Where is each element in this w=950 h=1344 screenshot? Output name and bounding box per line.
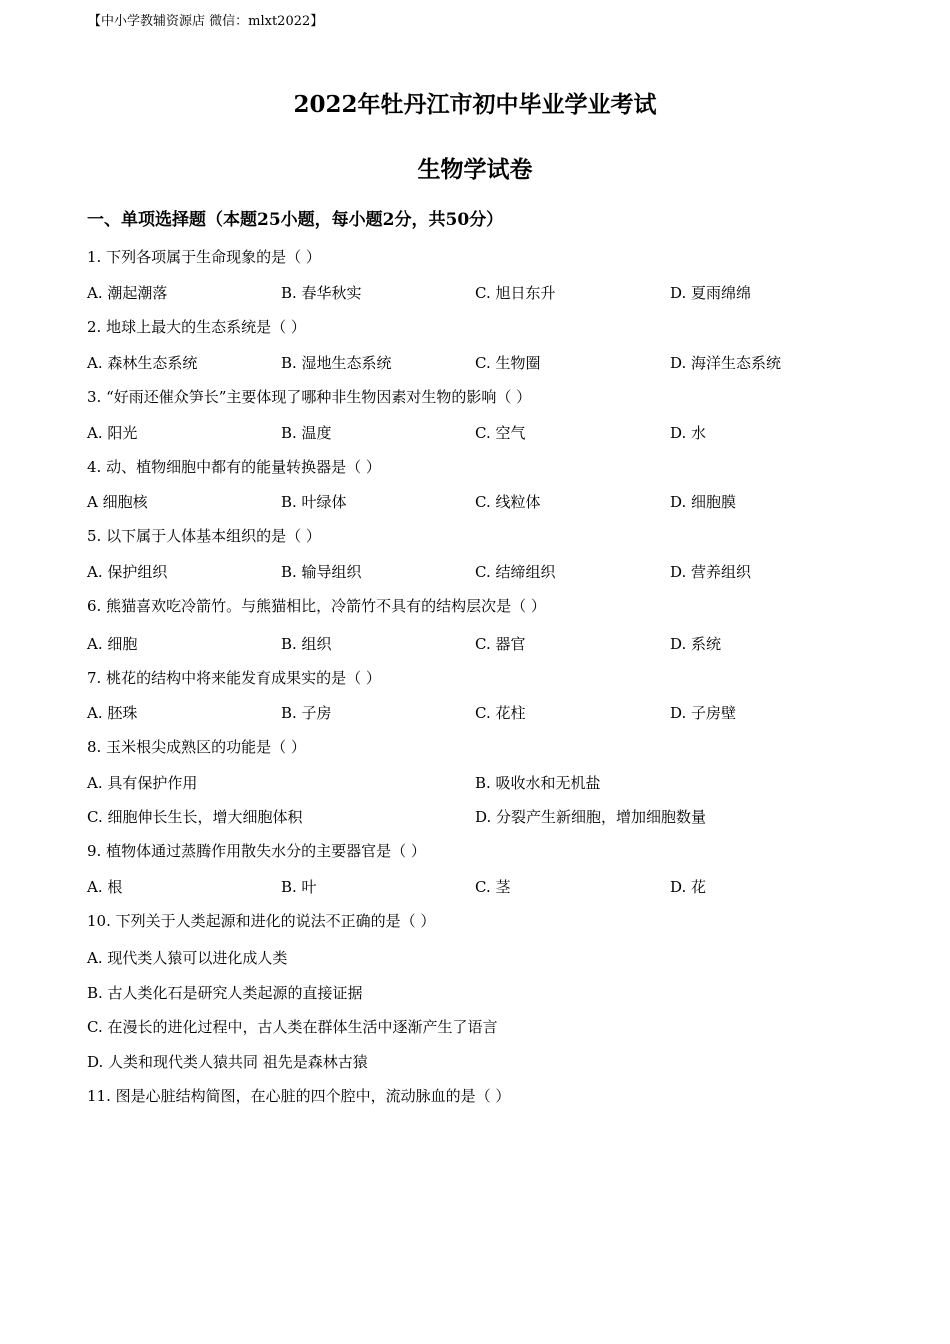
watermark-header: 【中小学教辅资源店 微信：mlxt2022】 (88, 14, 324, 29)
question-2-options (87, 351, 867, 375)
question-10-option-c: C. 在漫长的进化过程中，古人类在群体生活中逐渐产生了语言 (87, 1018, 498, 1036)
option-c: C. 线粒体 (475, 493, 541, 511)
section-heading: 一、单项选择题（本题25小题，每小题2分，共50分） (87, 210, 504, 230)
question-4-stem: 4. 动、植物细胞中都有的能量转换器是（ ） (87, 458, 381, 476)
option-a: A. 潮起潮落 (87, 284, 168, 302)
question-2-stem: 2. 地球上最大的生态系统是（ ） (87, 318, 306, 336)
option-a: A. 阳光 (87, 424, 138, 442)
option-b: B. 吸收水和无机盐 (475, 774, 601, 792)
option-d: D. 子房壁 (670, 704, 737, 722)
exam-title: 2022年牡丹江市初中毕业学业考试 (293, 91, 657, 118)
question-8-options-row-1 (87, 771, 867, 795)
option-b: B. 湿地生态系统 (281, 354, 392, 372)
question-1-options (87, 281, 867, 305)
option-c: C. 花柱 (475, 704, 526, 722)
option-c: C. 茎 (475, 878, 511, 896)
option-d: D. 营养组织 (670, 563, 752, 581)
option-c: C. 生物圈 (475, 354, 541, 372)
option-a: A. 胚珠 (87, 704, 138, 722)
question-10-option-b: B. 古人类化石是研究人类起源的直接证据 (87, 984, 363, 1002)
question-7-options (87, 701, 867, 725)
question-7-stem: 7. 桃花的结构中将来能发育成果实的是（ ） (87, 669, 381, 687)
question-4-options (87, 490, 867, 514)
option-a: A. 森林生态系统 (87, 354, 198, 372)
option-d: D. 海洋生态系统 (670, 354, 782, 372)
question-3-options (87, 421, 867, 445)
question-8-options-row-2 (87, 805, 867, 829)
option-c: C. 空气 (475, 424, 526, 442)
option-a: A. 根 (87, 878, 123, 896)
question-6-options (87, 632, 867, 656)
option-c: C. 结缔组织 (475, 563, 556, 581)
option-d: D. 系统 (670, 635, 722, 653)
question-9-options (87, 875, 867, 899)
option-b: B. 组织 (281, 635, 332, 653)
option-b: B. 输导组织 (281, 563, 362, 581)
exam-subtitle: 生物学试卷 (417, 156, 533, 183)
option-a: A. 细胞 (87, 635, 138, 653)
option-a: A. 具有保护作用 (87, 774, 198, 792)
option-b: B. 子房 (281, 704, 332, 722)
option-a: A. 保护组织 (87, 563, 168, 581)
question-10-option-a: A. 现代类人猿可以进化成人类 (87, 949, 288, 967)
option-d: D. 细胞膜 (670, 493, 737, 511)
question-8-stem: 8. 玉米根尖成熟区的功能是（ ） (87, 738, 306, 756)
question-10-option-d: D. 人类和现代类人猿共同 祖先是森林古猿 (87, 1053, 368, 1071)
question-5-stem: 5. 以下属于人体基本组织的是（ ） (87, 527, 321, 545)
option-c: C. 细胞伸长生长，增大细胞体积 (87, 808, 303, 826)
option-b: B. 春华秋实 (281, 284, 362, 302)
option-a: A 细胞核 (87, 493, 148, 511)
question-10-stem: 10. 下列关于人类起源和进化的说法不正确的是（ ） (87, 912, 436, 930)
option-b: B. 温度 (281, 424, 332, 442)
question-11-stem: 11. 图是心脏结构简图，在心脏的四个腔中，流动脉血的是（ ） (87, 1087, 511, 1105)
option-d: D. 花 (670, 878, 707, 896)
question-3-stem: 3. “好雨还催众笋长”主要体现了哪种非生物因素对生物的影响（ ） (87, 388, 532, 406)
question-9-stem: 9. 植物体通过蒸腾作用散失水分的主要器官是（ ） (87, 842, 426, 860)
question-1-stem: 1. 下列各项属于生命现象的是（ ） (87, 248, 321, 266)
option-b: B. 叶 (281, 878, 317, 896)
option-d: D. 水 (670, 424, 707, 442)
question-6-stem: 6. 熊猫喜欢吃冷箭竹。与熊猫相比，冷箭竹不具有的结构层次是（ ） (87, 597, 546, 615)
question-5-options (87, 560, 867, 584)
option-d: D. 分裂产生新细胞，增加细胞数量 (475, 808, 707, 826)
option-c: C. 器官 (475, 635, 526, 653)
option-c: C. 旭日东升 (475, 284, 556, 302)
option-b: B. 叶绿体 (281, 493, 347, 511)
option-d: D. 夏雨绵绵 (670, 284, 752, 302)
